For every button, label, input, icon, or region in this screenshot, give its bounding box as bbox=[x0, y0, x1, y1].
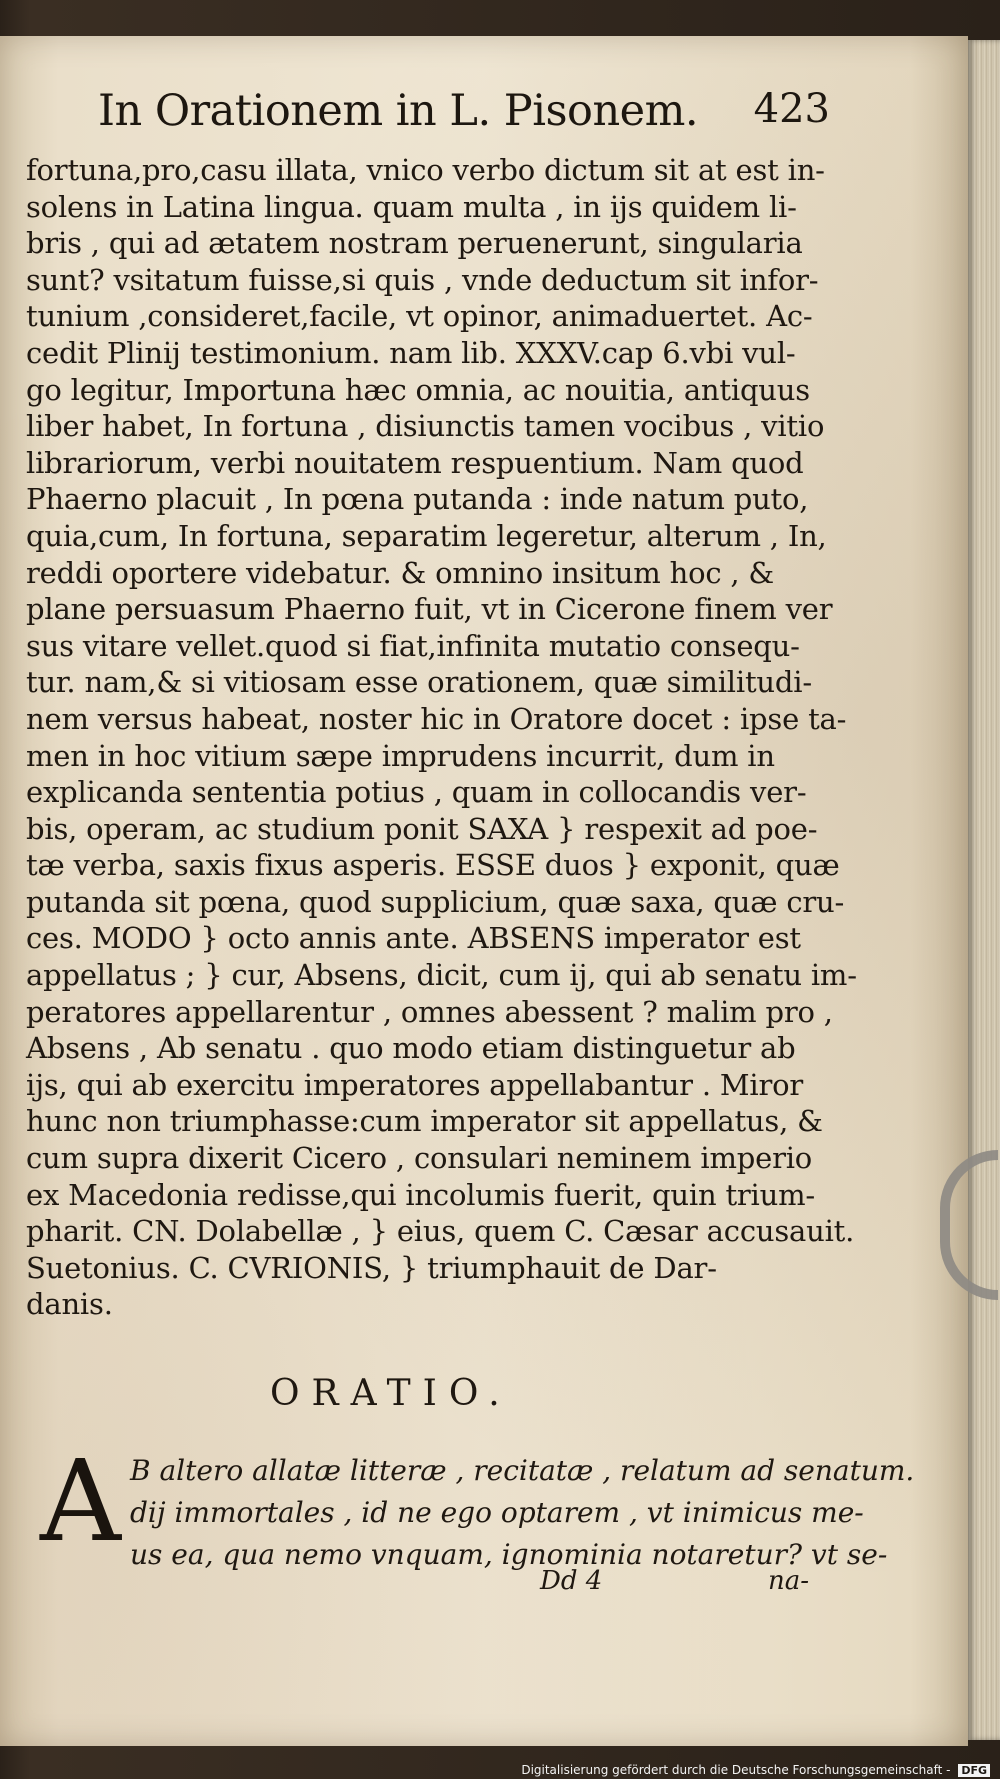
text-line: pharit. CN. Dolabellæ , } eius, quem C. Cæsar accusauit. bbox=[26, 1214, 855, 1249]
page-header bbox=[98, 86, 830, 156]
text-line: men in hoc vitium sæpe imprudens incurrit, dum in bbox=[26, 738, 775, 773]
text-line: nem versus habeat, noster hic in Oratore docet : ipse ta- bbox=[26, 701, 847, 736]
text-line: reddi oportere videbatur. & omnino insitum hoc , & bbox=[26, 555, 775, 590]
text-line: tur. nam,& si vitiosam esse orationem, quæ similitudi- bbox=[26, 665, 812, 700]
running-head: In Orationem in L. Pisonem. bbox=[98, 86, 699, 136]
text-line: tæ verba, saxis fixus asperis. ESSE duos } exponit, quæ bbox=[26, 848, 840, 883]
oratio-heading: ORATIO. bbox=[270, 1373, 512, 1414]
text-line: peratores appellarentur , omnes abessent ? malim pro , bbox=[26, 994, 833, 1029]
text-line: go legitur, Importuna hæc omnia, ac nouitia, antiquus bbox=[26, 372, 810, 407]
text-line: ces. MODO } octo annis ante. ABSENS imperator est bbox=[26, 921, 801, 956]
text-line: Absens , Ab senatu . quo modo etiam distinguetur ab bbox=[26, 1031, 796, 1066]
text-line: ex Macedonia redisse,qui incolumis fuerit, quin trium- bbox=[26, 1177, 816, 1212]
catchword: na- bbox=[768, 1566, 810, 1596]
text-line: appellatus ; } cur, Absens, dicit, cum ij, qui ab senatu im- bbox=[26, 958, 857, 993]
text-line: quia,cum, In fortuna, separatim legeretur, alterum , In, bbox=[26, 518, 827, 553]
text-line: Phaerno placuit , In pœna putanda : inde natum puto, bbox=[26, 482, 809, 517]
text-line: explicanda sententia potius , quam in collocandis ver- bbox=[26, 775, 807, 810]
oration-line: B altero allatæ litteræ , recitatæ , relatum ad senatum. bbox=[130, 1454, 915, 1487]
text-line: hunc non triumphasse:cum imperator sit appellatus, & bbox=[26, 1104, 823, 1139]
oration-line: us ea, qua nemo vnquam, ignominia notaretur? vt se- bbox=[130, 1538, 888, 1571]
text-line: fortuna,pro,casu illata, vnico verbo dictum sit at est in- bbox=[26, 153, 825, 187]
digitization-credit bbox=[521, 1763, 990, 1777]
text-line: bris , qui ad ætatem nostram peruenerunt, singularia bbox=[26, 226, 803, 261]
text-line: bis, operam, ac studium ponit SAXA } respexit ad poe- bbox=[26, 811, 818, 846]
text-line: danis. bbox=[26, 1287, 113, 1322]
text-line: solens in Latina lingua. quam multa , in ijs quidem li- bbox=[26, 189, 797, 224]
text-line: liber habet, In fortuna , disiunctis tamen vocibus , vitio bbox=[26, 409, 825, 444]
oration-line: dij immortales , id ne ego optarem , vt inimicus me- bbox=[130, 1496, 864, 1529]
oration-text bbox=[130, 1450, 915, 1576]
text-line: cedit Plinij testimonium. nam lib. XXXV.cap 6.vbi vul- bbox=[26, 335, 796, 370]
text-line: ijs, qui ab exercitu imperatores appellabantur . Miror bbox=[26, 1067, 804, 1102]
commentary-text bbox=[26, 152, 857, 1323]
text-line: sus vitare vellet.quod si fiat,infinita mutatio consequ- bbox=[26, 628, 800, 663]
text-line: sunt? vsitatum fuisse,si quis , vnde deductum sit infor- bbox=[26, 262, 819, 297]
page-number: 423 bbox=[753, 86, 830, 132]
text-line: putanda sit pœna, quod supplicium, quæ saxa, quæ cru- bbox=[26, 884, 845, 919]
drop-cap: A bbox=[40, 1437, 121, 1567]
text-line: tunium ,consideret,facile, vt opinor, animaduertet. Ac- bbox=[26, 299, 813, 334]
text-line: librariorum, verbi nouitatem respuentium. Nam quod bbox=[26, 445, 804, 480]
signature-mark: Dd 4 bbox=[540, 1566, 603, 1596]
text-line: plane persuasum Phaerno fuit, vt in Cicerone finem ver bbox=[26, 592, 833, 627]
text-line: cum supra dixerit Cicero , consulari neminem imperio bbox=[26, 1141, 813, 1176]
dfg-logo: DFG bbox=[958, 1764, 990, 1777]
text-line: Suetonius. C. CVRIONIS, } triumphauit de Dar- bbox=[26, 1250, 717, 1285]
credit-text: Digitalisierung gefördert durch die Deutsche Forschungsgemeinschaft - bbox=[521, 1763, 951, 1777]
page-edges bbox=[968, 40, 1000, 1740]
